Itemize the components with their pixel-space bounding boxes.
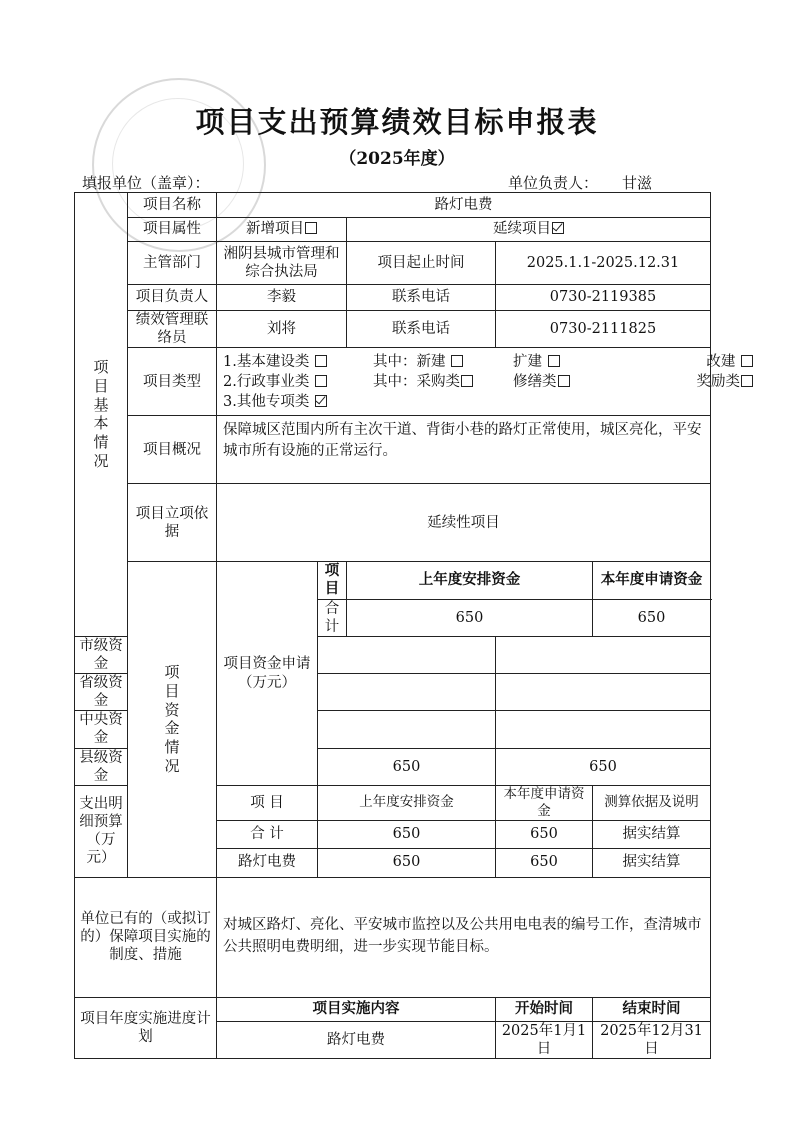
page-subtitle: （2025年度） [339,149,455,169]
detail-row-last-year: 650 [318,820,496,848]
system-value: 对城区路灯、亮化、平安城市监控以及公共用电电表的编号工作，查清城市公共照明电费明细，进一步实现节能目标。 [217,877,711,997]
checkbox-continuing-project[interactable] [552,222,564,234]
detail-header-this-year: 本年度申请资金 [496,785,593,820]
leader-label: 项目负责人 [128,285,217,311]
period-label: 项目起止时间 [347,242,496,285]
basis-value: 延续性项目 [217,484,711,562]
checkbox-type-purchase[interactable] [461,375,473,387]
funds-row-this-year [496,674,711,711]
project-name-label: 项目名称 [128,193,217,218]
perf-contact-phone-value: 0730-2111825 [496,311,711,348]
perf-contact-value: 刘将 [217,311,347,348]
funds-section-label: 项目资金情况 [128,562,217,877]
type-label: 项目类型 [128,348,217,416]
detail-budget-label: 支出明细预算（万元） [75,785,128,877]
type-options: 1.基本建设类 其中：新建 扩建 改建 2.行政事业类 其中：采购类 修缮类 奖励类 3.其他专项类 [217,348,711,416]
funds-row-item: 合 计 [318,599,347,636]
checkbox-type-repair[interactable] [558,375,570,387]
detail-row-this-year: 650 [496,848,593,877]
funds-row-last-year: 650 [318,748,496,785]
funds-row-this-year: 650 [593,599,711,636]
funds-row-last-year [318,711,496,748]
checkbox-type-administrative[interactable] [315,375,327,387]
basic-section-label: 项目基本情况 [75,193,128,637]
funds-row-last-year [318,636,496,673]
funds-row-last-year [318,674,496,711]
detail-row-this-year: 650 [496,820,593,848]
detail-header-basis: 测算依据及说明 [593,785,711,820]
department-label: 主管部门 [128,242,217,285]
leader-phone-value: 0730-2119385 [496,285,711,311]
checkbox-new-project[interactable] [305,222,317,234]
checkbox-type-expand[interactable] [548,355,560,367]
leader-value: 李毅 [217,285,347,311]
detail-header-last-year: 上年度安排资金 [318,785,496,820]
detail-row-basis: 据实结算 [593,820,711,848]
project-name-value: 路灯电费 [217,193,711,218]
funds-header-last-year: 上年度安排资金 [347,562,593,599]
checkbox-type-other-special[interactable] [315,395,327,407]
basis-label: 项目立项依据 [128,484,217,562]
funds-row-last-year: 650 [347,599,593,636]
reporting-unit-label: 填报单位（盖章）： [82,174,210,192]
perf-contact-label: 绩效管理联络员 [128,311,217,348]
period-value: 2025.1.1-2025.12.31 [496,242,711,285]
funds-row-item: 市级资金 [75,636,128,673]
detail-row-item: 路灯电费 [217,848,318,877]
department-value: 湘阴县城市管理和综合执法局 [217,242,347,285]
budget-form-table [74,192,740,1059]
detail-row-basis: 据实结算 [593,848,711,877]
schedule-header-start: 开始时间 [496,997,593,1021]
funds-row-item: 县级资金 [75,748,128,785]
funds-row-item: 省级资金 [75,674,128,711]
checkbox-type-reward[interactable] [741,375,753,387]
leader-phone-label: 联系电话 [347,285,496,311]
checkbox-type-new[interactable] [451,355,463,367]
funds-header-item: 项 目 [318,562,347,599]
overview-label: 项目概况 [128,416,217,484]
overview-value: 保障城区范围内所有主次干道、背街小巷的路灯正常使用，城区亮化，平安城市所有设施的正常运行。 [217,416,711,484]
attribute-continuing: 延续项目 [347,218,711,242]
detail-header-item: 项 目 [217,785,318,820]
funds-row-this-year [496,636,711,673]
schedule-label: 项目年度实施进度计划 [75,997,217,1058]
attribute-label: 项目属性 [128,218,217,242]
checkbox-type-rebuild[interactable] [741,355,753,367]
checkbox-type-construction[interactable] [315,355,327,367]
funds-row-this-year: 650 [496,748,711,785]
schedule-header-content: 项目实施内容 [217,997,496,1021]
funds-apply-label: 项目资金申请（万元） [217,562,318,786]
schedule-header-end: 结束时间 [593,997,711,1021]
unit-head-label: 单位负责人： [508,174,599,192]
funds-row-this-year [496,711,711,748]
funds-header-this-year: 本年度申请资金 [593,562,711,599]
schedule-end: 2025年12月31日 [593,1021,711,1058]
schedule-start: 2025年1月1日 [496,1021,593,1058]
system-label: 单位已有的（或拟订的）保障项目实施的制度、措施 [75,877,217,997]
schedule-content: 路灯电费 [217,1021,496,1058]
attribute-new: 新增项目 [217,218,347,242]
unit-head-name: 甘滋 [622,174,653,192]
detail-row-item: 合 计 [217,820,318,848]
funds-row-item: 中央资金 [75,711,128,748]
page-title: 项目支出预算绩效目标申报表 [195,105,599,139]
perf-contact-phone-label: 联系电话 [347,311,496,348]
detail-row-last-year: 650 [318,848,496,877]
